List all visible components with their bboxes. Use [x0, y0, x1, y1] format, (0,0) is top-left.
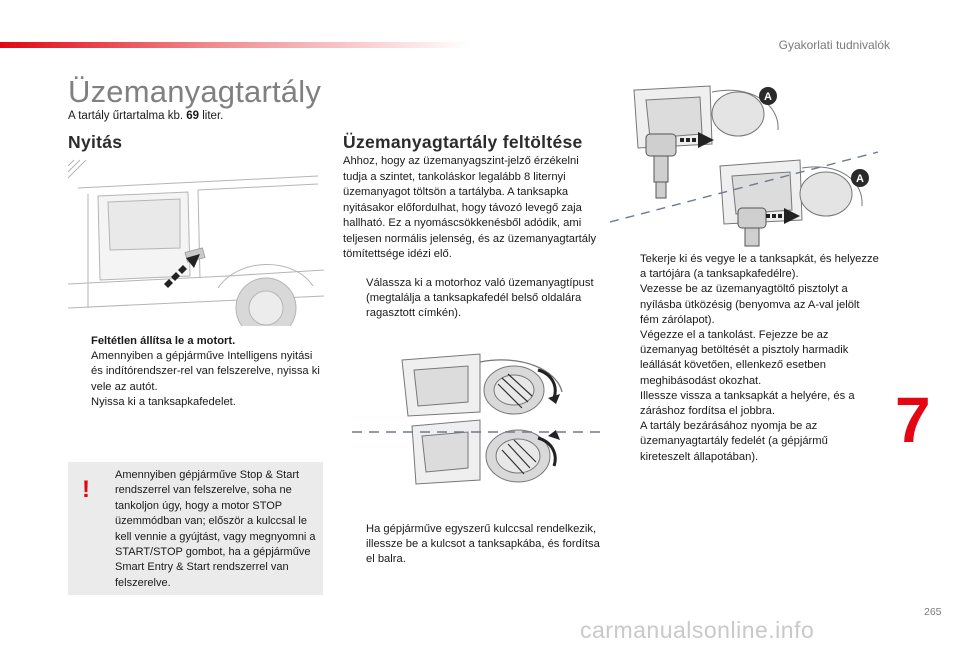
page-number: 265 — [924, 606, 942, 618]
list-item: Illessze vissza a tanksapkát a helyére, és a záráshoz fordítsa el jobbra. — [640, 389, 855, 418]
key-step — [343, 522, 605, 568]
refuel-steps — [617, 252, 879, 465]
fuel-type-step — [343, 276, 605, 322]
list-item: A tartály bezárásához nyomja be az üzemanyagtartály fedelét (a gépjármű kireteszelt állapotában). — [640, 420, 828, 463]
chapter-number: 7 — [895, 384, 931, 456]
opening-heading: Nyitás — [68, 132, 123, 152]
warning-text: Amennyiben gépjárműve Stop & Start rendszerrel van felszerelve, soha ne tankoljon úgy, hogy a motor STOP üzemmódban van; először a kulccsal le kell vennie a gyújtást, vagy megnyomni a START/STOP gombot, ha a gépjárműve Smart Entry & Start rendszerrel van felszerelve. — [115, 469, 316, 589]
opening-steps — [68, 334, 323, 410]
watermark: carmanualsonline.info — [580, 617, 815, 643]
tank-capacity: A tartály űrtartalma kb. 69 liter. — [68, 110, 224, 122]
list-item: Végezze el a tankolást. Fejezze be az üzemanyag betöltését a pisztoly harmadik leállását követően, ellenkező esetben meghibásodást okozhat. — [640, 329, 849, 387]
page-title: Üzemanyagtartály — [68, 74, 322, 109]
warning-icon: ! — [82, 476, 90, 503]
label-a-2: A — [856, 173, 864, 185]
list-item: Ha gépjárműve egyszerű kulccsal rendelkezik, illessze be a kulcsot a tanksapkába, és fordítsa el balra. — [366, 523, 600, 566]
warning-box — [68, 462, 323, 595]
label-a-1: A — [764, 91, 772, 103]
list-item: Válassza ki a motorhoz való üzemanyagtípust (megtalálja a tanksapkafedél belső oldalára ragasztott címkén). — [366, 277, 594, 320]
header-accent-bar — [0, 42, 470, 48]
refuel-heading: Üzemanyagtartály feltöltése — [343, 132, 583, 152]
section-header: Gyakorlati tudnivalók — [778, 38, 890, 52]
list-item: Amennyiben a gépjárműve Intelligens nyitási és indítórendszer-rel van felszerelve, nyissa ki vele az autót. — [91, 350, 320, 393]
list-item: Feltétlen állítsa le a motort. — [91, 335, 236, 347]
list-item: Nyissa ki a tanksapkafedelet. — [91, 395, 236, 408]
fuel-nozzle-illustration — [610, 82, 878, 252]
van-fuel-flap-illustration — [68, 158, 324, 326]
list-item: Tekerje ki és vegye le a tanksapkát, és helyezze a tartójára (a tanksapkafedélre). — [640, 253, 879, 281]
refuel-intro: Ahhoz, hogy az üzemanyagszint-jelző érzékelni tudja a szintet, tankoláskor legalább 8 liternyi üzemanyagot töltsön a tartályba. A tanksapka nyitásakor előfordulhat, hogy távozó levegő zaja hallható. Ez a nyomáscsökkenésből adódik, ami teljesen normális jelenség, és az üzemanyagtartály tömítettsége idézi elő. — [343, 155, 597, 260]
key-cap-illustration — [352, 352, 606, 507]
list-item: Vezesse be az üzemanyagtöltő pisztolyt a nyílásba ütközésig (benyomva az A-val jelölt fém zárólapot). — [640, 283, 860, 326]
